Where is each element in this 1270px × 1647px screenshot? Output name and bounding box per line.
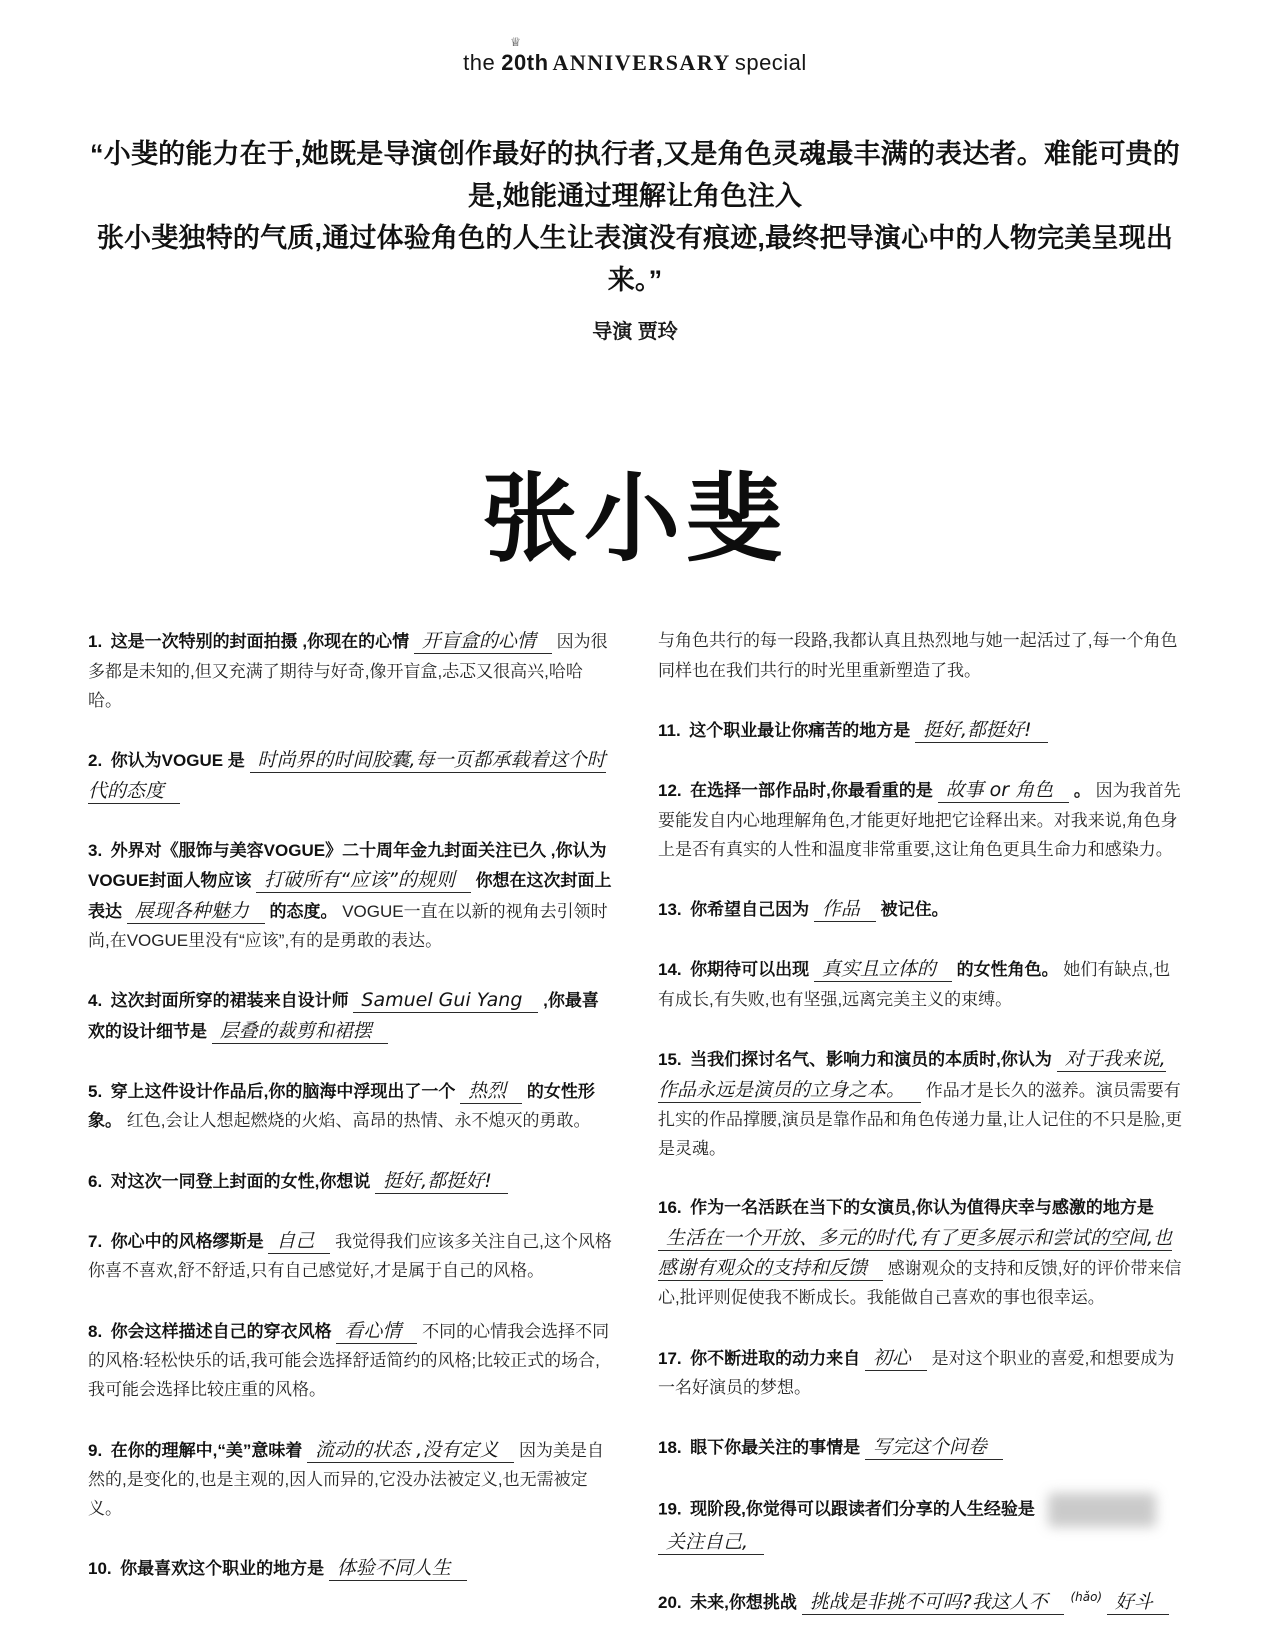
left-column [88, 626, 614, 1647]
question-block [88, 1435, 614, 1524]
question-block [658, 1193, 1184, 1312]
question-number: 16. [658, 1198, 691, 1218]
question-text: 这是一次特别的封面拍摄 ,你现在的心情 [110, 632, 410, 652]
question-text: 。 [1073, 781, 1091, 801]
question-text: 当我们探讨名气、影响力和演员的本质时,你认为 [690, 1050, 1052, 1070]
question-text: ,你最喜欢的设计细节是 [88, 991, 599, 1041]
question-block [88, 1076, 614, 1136]
handwritten-answer: 自己 [268, 1230, 330, 1254]
handwritten-answer: 好斗 [1107, 1591, 1169, 1615]
printed-answer-text: 因为很多都是未知的,但又充满了期待与好奇,像开盲盒,忐忑又很高兴,哈哈哈。 [88, 632, 608, 710]
question-text: 你不断进取的动力来自 [690, 1348, 861, 1368]
question-number: 6. [88, 1171, 111, 1191]
handwritten-answer: 流动的状态 ,没有定义 [307, 1439, 514, 1463]
handwritten-answer: 故事 or 角色 [938, 779, 1070, 803]
question-text: 对这次一同登上封面的女性,你想说 [110, 1171, 371, 1191]
printed-answer-text: 与角色共行的每一段路,我都认真且热烈地与她一起活过了,每一个角色同样也在我们共行的时光里重新塑造了我。 [658, 631, 1178, 680]
question-block [88, 745, 614, 806]
question-block [88, 1166, 614, 1196]
question-number: 5. [88, 1082, 111, 1102]
handwritten-answer: 时尚界的时间胶囊,每一页都承载着这个时代的态度 [88, 749, 606, 802]
question-block [88, 626, 614, 715]
question-text: 的态度。 [269, 901, 338, 921]
question-text: 这次封面所穿的裙装来自设计师 [110, 991, 349, 1011]
question-text: 眼下你最关注的事情是 [690, 1438, 861, 1458]
pull-quote-block [80, 134, 1190, 344]
question-text: 你想在这次封面上表达 [88, 871, 612, 921]
question-block [658, 1432, 1184, 1462]
question-text: 的女性角色。 [956, 960, 1059, 980]
handwritten-answer: 挺好,都挺好! [915, 719, 1048, 743]
question-text: 的女性形象。 [88, 1082, 595, 1131]
handwritten-answer: 作品 [814, 898, 876, 922]
printed-answer-text: 感谢观众的支持和反馈,好的评价带来信心,批评则促使我不断成长。我能做自己喜欢的事也很幸运。 [658, 1258, 1182, 1308]
question-text: 你最喜欢这个职业的地方是 [120, 1559, 325, 1579]
question-text: 你心中的风格缪斯是 [110, 1232, 264, 1252]
printed-answer-text: 是对这个职业的喜爱,和想要成为一名好演员的梦想。 [658, 1348, 1175, 1397]
question-block [658, 1343, 1184, 1403]
printed-answer-text: 我觉得我们应该多关注自己,这个风格你喜不喜欢,舒不舒适,只有自己感觉好,才是属于自己的风格。 [88, 1232, 612, 1281]
masthead [0, 0, 1270, 76]
quote-line-2: 张小斐独特的气质,通过体验角色的人生让表演没有痕迹,最终把导演心中的人物完美呈现出来。” [96, 222, 1174, 295]
handwritten-answer: Samuel Gui Yang [353, 989, 538, 1013]
printed-answer-text: 她们有缺点,也有成长,有失败,也有坚强,远离完美主义的束缚。 [658, 960, 1171, 1009]
question-number: 3. [88, 841, 111, 861]
handwritten-note: (hǎo) [1070, 1590, 1103, 1605]
question-text: 被记住。 [880, 900, 949, 920]
question-text: 你希望自己因为 [690, 900, 810, 920]
question-number: 9. [88, 1440, 111, 1460]
question-text: 在选择一部作品时,你最看重的是 [690, 781, 933, 801]
question-number: 4. [88, 991, 111, 1011]
question-block [658, 894, 1184, 924]
handwritten-answer: 初心 [865, 1347, 927, 1371]
question-text: 你会这样描述自己的穿衣风格 [110, 1321, 332, 1341]
question-number: 11. [658, 720, 690, 740]
question-block [658, 775, 1184, 864]
question-block [658, 954, 1184, 1014]
handwritten-answer: 打破所有“应该”的规则 [256, 869, 471, 893]
question-number: 19. [658, 1499, 691, 1519]
question-block [658, 1493, 1184, 1557]
masthead-special: special [734, 50, 807, 75]
handwritten-answer: 挑战是非挑不可吗?我这人不 [802, 1591, 1064, 1615]
question-number: 10. [88, 1559, 121, 1579]
masthead-anniversary: ANNIVERSARY [552, 50, 731, 75]
question-block [88, 1316, 614, 1405]
questionnaire [0, 568, 1270, 1647]
question-number: 1. [88, 632, 111, 652]
handwritten-answer: 展现各种魅力 [127, 900, 265, 924]
quote-line-1: “小斐的能力在于,她既是导演创作最好的执行者,又是角色灵魂最丰满的表达者。难能可贵的是,她能通过理解让角色注入 [90, 139, 1180, 211]
watermark-blur [1048, 1493, 1156, 1527]
question-text: 你认为VOGUE 是 [110, 751, 245, 771]
question-text: 这个职业最让你痛苦的地方是 [689, 720, 911, 740]
handwritten-answer: 层叠的裁剪和裙摆 [212, 1020, 388, 1044]
right-column [658, 626, 1184, 1647]
question-block [88, 836, 614, 955]
continuation-paragraph [658, 626, 1184, 684]
crown-icon: ♕ [510, 35, 522, 49]
question-block [658, 1044, 1184, 1163]
handwritten-answer: 真实且立体的 [814, 958, 952, 982]
question-block [88, 1553, 614, 1583]
handwritten-answer: 生活在一个开放、多元的时代,有了更多展示和尝试的空间,也感谢有观众的支持和反馈 [658, 1226, 1173, 1279]
masthead-20th: 20th ♕ [501, 35, 549, 75]
question-number: 17. [658, 1348, 691, 1368]
handwritten-answer: 关注自己, [658, 1531, 764, 1555]
question-number: 8. [88, 1321, 111, 1341]
handwritten-answer: 体验不同人生 [329, 1557, 467, 1581]
question-number: 15. [658, 1050, 691, 1070]
question-text: 作为一名活跃在当下的女演员,你认为值得庆幸与感激的地方是 [690, 1198, 1154, 1218]
printed-answer-text: 不同的心情我会选择不同的风格:轻松快乐的话,我可能会选择舒适简约的风格;比较正式的场合,我可能会选择比较庄重的风格。 [88, 1321, 610, 1400]
page-title: 张小斐 [482, 466, 788, 574]
quote-attribution: 导演 贾玲 [592, 321, 678, 344]
question-number: 7. [88, 1232, 111, 1252]
handwritten-answer: 挺好,都挺好! [375, 1170, 508, 1194]
question-text: 穿上这件设计作品后,你的脑海中浮现出了一个 [110, 1082, 456, 1102]
question-number: 18. [658, 1438, 691, 1458]
question-number: 2. [88, 751, 111, 771]
question-block [88, 985, 614, 1046]
printed-answer-text: 因为我首先要能发自内心地理解角色,才能更好地把它诠释出来。对我来说,角色身上是否有真实的人性和温度非常重要,这让角色更具生命力和感染力。 [658, 781, 1181, 859]
question-block [658, 1587, 1184, 1617]
handwritten-answer: 热烈 [460, 1080, 522, 1104]
handwritten-answer: 对于我来说,作品永远是演员的立身之本。 [658, 1048, 1166, 1101]
question-block [88, 1226, 614, 1286]
question-text: 外界对《服饰与美容VOGUE》二十周年金九封面关注已久 ,你认为VOGUE封面人物应该 [88, 841, 607, 891]
masthead-the: the [463, 50, 496, 75]
question-number: 12. [658, 781, 691, 801]
question-block [658, 715, 1184, 745]
printed-answer-text: 红色,会让人想起燃烧的火焰、高昂的热情、永不熄灭的勇敢。 [126, 1111, 591, 1131]
handwritten-answer: 开盲盒的心情 [414, 630, 552, 654]
question-text: 在你的理解中,“美”意味着 [110, 1440, 303, 1460]
question-number: 20. [658, 1593, 691, 1613]
printed-answer-text: VOGUE一直在以新的视角去引领时尚,在VOGUE里没有“应该”,有的是勇敢的表达。 [88, 901, 608, 951]
question-number: 13. [658, 900, 691, 920]
question-text: 你期待可以出现 [690, 960, 810, 980]
handwritten-answer: 看心情 [336, 1320, 417, 1344]
question-text: 现阶段,你觉得可以跟读者们分享的人生经验是 [690, 1499, 1035, 1519]
question-text: 未来,你想挑战 [690, 1593, 797, 1613]
printed-answer-text: 因为美是自然的,是变化的,也是主观的,因人而异的,它没办法被定义,也无需被定义。 [88, 1440, 604, 1519]
question-number: 14. [658, 960, 691, 980]
printed-answer-text: 作品才是长久的滋养。演员需要有扎实的作品撑腰,演员是靠作品和角色传递力量,让人记住的不只是脸,更是灵魂。 [658, 1080, 1183, 1159]
handwritten-answer: 写完这个问卷 [865, 1436, 1003, 1460]
